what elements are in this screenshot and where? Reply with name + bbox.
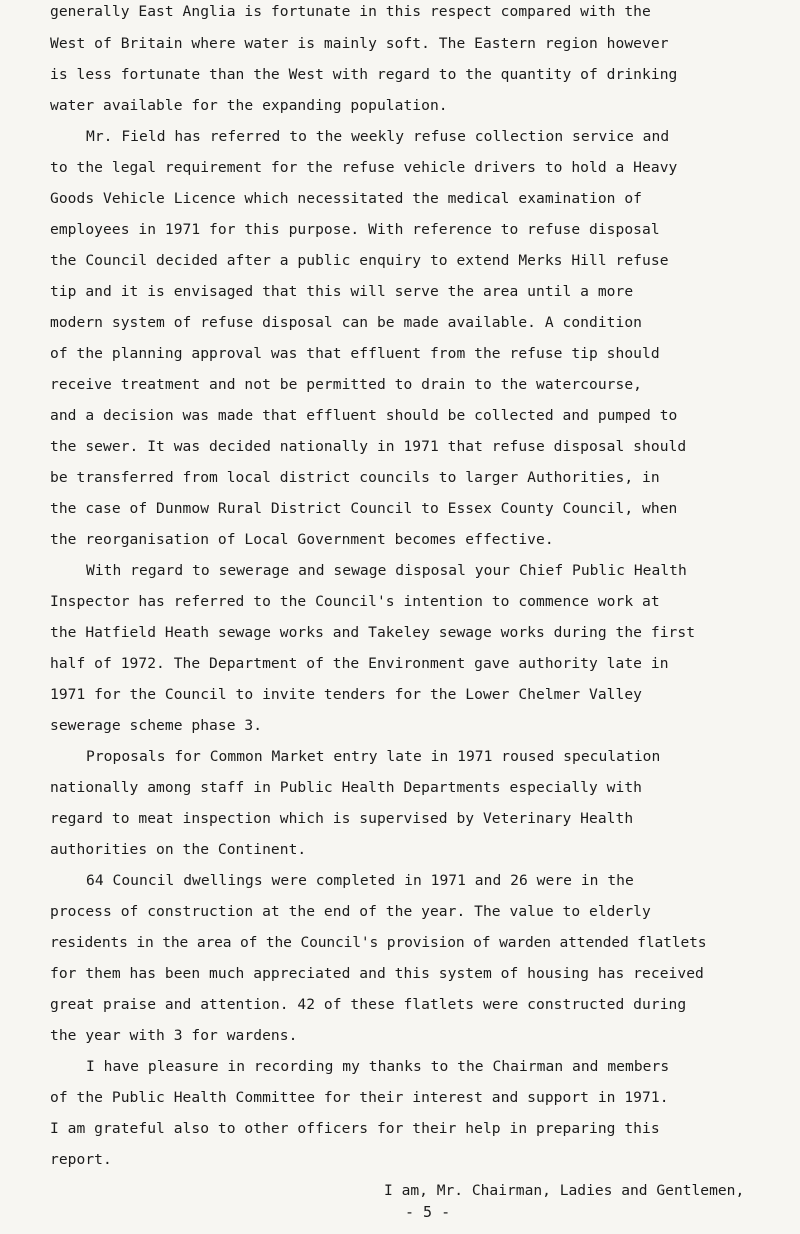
text-line: Goods Vehicle Licence which necessitated the medical examination of [50, 190, 643, 207]
text-line: authorities on the Continent. [50, 841, 307, 858]
text-line: the sewer. It was decided nationally in 1971 that refuse disposal should [50, 438, 687, 455]
text-line: residents in the area of the Council's provision of warden attended flatlets [50, 934, 707, 951]
text-line: sewerage scheme phase 3. [50, 717, 263, 734]
text-line: employees in 1971 for this purpose. With reference to refuse disposal [50, 221, 660, 238]
salutation: I am, Mr. Chairman, Ladies and Gentlemen, [384, 1182, 745, 1199]
text-line: modern system of refuse disposal can be made available. A condition [50, 314, 643, 331]
text-line: Proposals for Common Market entry late in 1971 roused speculation [86, 748, 661, 765]
page-number: - 5 - [405, 1203, 451, 1221]
text-line: the reorganisation of Local Government becomes effective. [50, 531, 554, 548]
text-line: water available for the expanding population. [50, 97, 448, 114]
text-line: receive treatment and not be permitted to drain to the watercourse, [50, 376, 643, 393]
text-line: Mr. Field has referred to the weekly refuse collection service and [86, 128, 670, 145]
text-line: for them has been much appreciated and this system of housing has received [50, 965, 704, 982]
text-line: 64 Council dwellings were completed in 1971 and 26 were in the [86, 872, 634, 889]
text-line: nationally among staff in Public Health Departments especially with [50, 779, 643, 796]
text-line: is less fortunate than the West with regard to the quantity of drinking [50, 66, 678, 83]
text-line: 1971 for the Council to invite tenders for the Lower Chelmer Valley [50, 686, 643, 703]
text-line: and a decision was made that effluent should be collected and pumped to [50, 407, 678, 424]
text-line: the case of Dunmow Rural District Council to Essex County Council, when [50, 500, 678, 517]
text-line: the Council decided after a public enquiry to extend Merks Hill refuse [50, 252, 669, 269]
text-line: process of construction at the end of the year. The value to elderly [50, 903, 651, 920]
text-line: With regard to sewerage and sewage disposal your Chief Public Health [86, 562, 687, 579]
text-line: be transferred from local district councils to larger Authorities, in [50, 469, 660, 486]
text-line: generally East Anglia is fortunate in this respect compared with the [50, 3, 651, 20]
text-line: to the legal requirement for the refuse vehicle drivers to hold a Heavy [50, 159, 678, 176]
text-line: Inspector has referred to the Council's intention to commence work at [50, 593, 660, 610]
text-line: the year with 3 for wardens. [50, 1027, 298, 1044]
text-line: report. [50, 1151, 112, 1168]
text-line: half of 1972. The Department of the Environment gave authority late in [50, 655, 669, 672]
text-line: I am grateful also to other officers for their help in preparing this [50, 1120, 660, 1137]
text-line: West of Britain where water is mainly soft. The Eastern region however [50, 35, 669, 52]
text-line: of the Public Health Committee for their interest and support in 1971. [50, 1089, 669, 1106]
text-line: great praise and attention. 42 of these flatlets were constructed during [50, 996, 687, 1013]
text-line: regard to meat inspection which is supervised by Veterinary Health [50, 810, 634, 827]
text-line: tip and it is envisaged that this will serve the area until a more [50, 283, 634, 300]
text-line: I have pleasure in recording my thanks to the Chairman and members [86, 1058, 670, 1075]
text-line: of the planning approval was that effluent from the refuse tip should [50, 345, 660, 362]
text-line: the Hatfield Heath sewage works and Takeley sewage works during the first [50, 624, 696, 641]
